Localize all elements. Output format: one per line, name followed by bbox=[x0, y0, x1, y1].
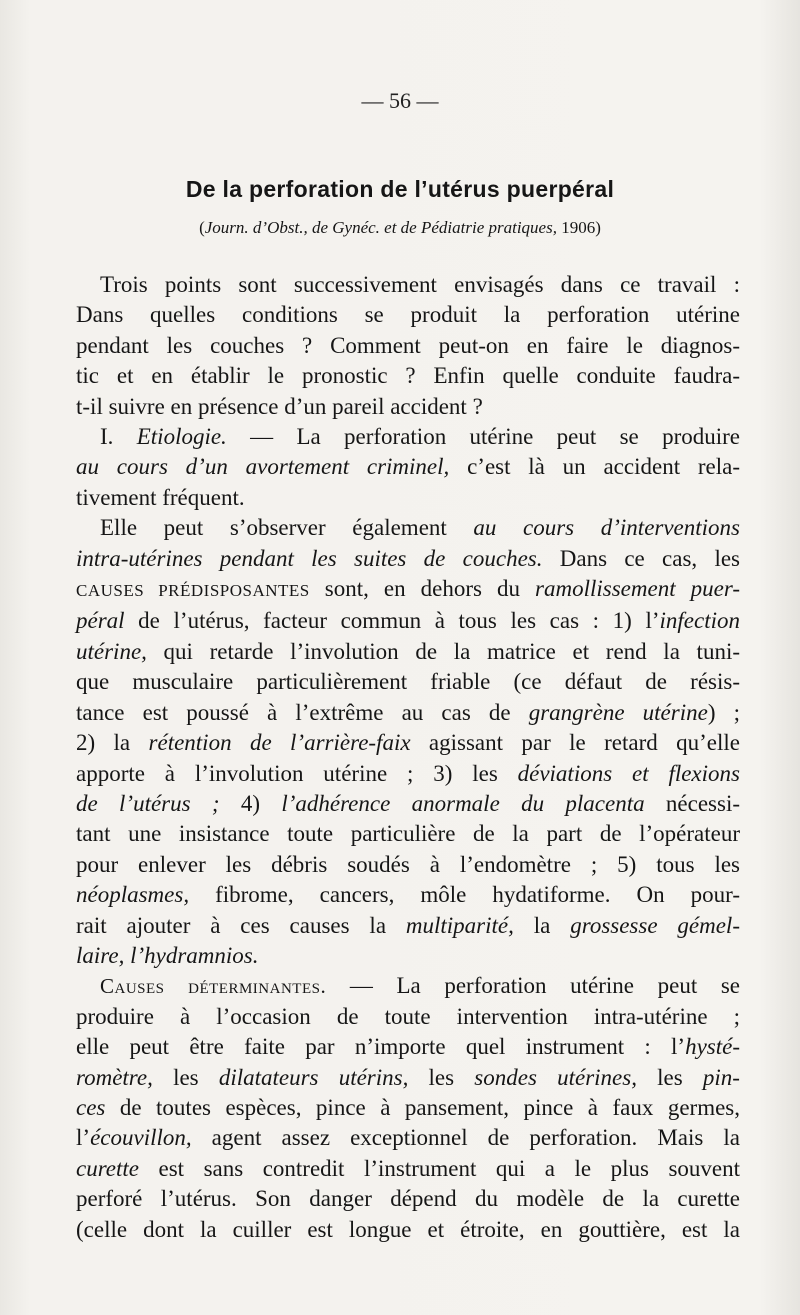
citation-open-paren: ( bbox=[199, 218, 205, 237]
text-line: (celle dont la cuiller est longue et étroite, en gouttière, est la bbox=[76, 1216, 740, 1242]
text-line: laire, l’hydramnios. bbox=[76, 942, 259, 968]
text-line: 2) la rétention de l’arrière-faix agissant par le retard qu’elle bbox=[76, 730, 741, 756]
citation-year: 1906) bbox=[561, 218, 601, 237]
text-line: l’écouvillon, agent assez exceptionnel de perforation. Mais la bbox=[76, 1125, 740, 1151]
text-line: Elle peut s’observer également au cours d’interventions bbox=[100, 515, 740, 541]
text-line: que musculaire particulièrement friable (ce défaut de résis- bbox=[76, 669, 740, 695]
text-line: au cours d’un avortement criminel, c’est là un accident rela- bbox=[76, 454, 740, 480]
text-line: I. Etiologie. — La perforation utérine peut se produire bbox=[100, 424, 740, 450]
article-title: De la perforation de l’utérus puerpéral bbox=[185, 176, 615, 202]
text-line: ces de toutes espèces, pince à pansement, pince à faux germes, bbox=[76, 1094, 740, 1120]
text-line: t-il suivre en présence d’un pareil accident ? bbox=[76, 393, 483, 419]
text-line: Dans quelles conditions se produit la perforation utérine bbox=[76, 302, 740, 328]
text-line: tic et en établir le pronostic ? Enfin quelle conduite faudra- bbox=[76, 363, 740, 389]
source-citation bbox=[0, 218, 800, 238]
text-line: rait ajouter à ces causes la multiparité, la grossesse gémel- bbox=[76, 912, 740, 938]
text-line: tivement fréquent. bbox=[76, 484, 245, 510]
text-line: péral de l’utérus, facteur commun à tous les cas : 1) l’infection bbox=[76, 608, 740, 634]
text-line: utérine, qui retarde l’involution de la matrice et rend la tuni- bbox=[76, 638, 740, 664]
text-line: Trois points sont successivement envisagés dans ce travail : bbox=[100, 272, 740, 297]
text-line: tant une insistance toute particulière de la part de l’opérateur bbox=[76, 821, 740, 847]
text-line: pendant les couches ? Comment peut-on en faire le diagnos- bbox=[76, 332, 740, 358]
article-body bbox=[76, 270, 740, 1245]
small-caps-heading: CAUSES PRÉDISPOSANTES bbox=[76, 581, 310, 601]
text-line: curette est sans contredit l’instrument qui a le plus souvent bbox=[76, 1155, 740, 1181]
text-line: tance est poussé à l’extrême au cas de grangrène utérine) ; bbox=[76, 699, 740, 725]
text-line: CAUSES PRÉDISPOSANTES sont, en dehors du ramollissement puer- bbox=[76, 576, 740, 602]
text-line: elle peut être faite par n’importe quel instrument : l’hysté- bbox=[76, 1034, 740, 1060]
page-number: — 56 — bbox=[361, 88, 439, 113]
text-line: néoplasmes, fibrome, cancers, môle hydatiforme. On pour- bbox=[76, 882, 740, 908]
text-line: de l’utérus ; 4) l’adhérence anormale du placenta nécessi- bbox=[76, 790, 740, 816]
text-line: intra-utérines pendant les suites de couches. Dans ce cas, les bbox=[76, 545, 740, 571]
text-line: romètre, les dilatateurs utérins, les sondes utérines, les pin- bbox=[76, 1064, 740, 1090]
text-line: produire à l’occasion de toute intervention intra-utérine ; bbox=[76, 1003, 740, 1029]
text-line: perforé l’utérus. Son danger dépend du modèle de la curette bbox=[76, 1186, 740, 1212]
citation-journal: Journ. d’Obst., de Gynéc. et de Pédiatrie pratiques, bbox=[204, 218, 557, 237]
text-line: apporte à l’involution utérine ; 3) les déviations et flexions bbox=[76, 760, 740, 786]
small-caps-heading: Causes déterminantes. bbox=[100, 974, 327, 999]
text-line: pour enlever les débris soudés à l’endomètre ; 5) tous les bbox=[76, 851, 740, 877]
text-line: Causes déterminantes. — La perforation utérine peut se bbox=[100, 973, 741, 999]
